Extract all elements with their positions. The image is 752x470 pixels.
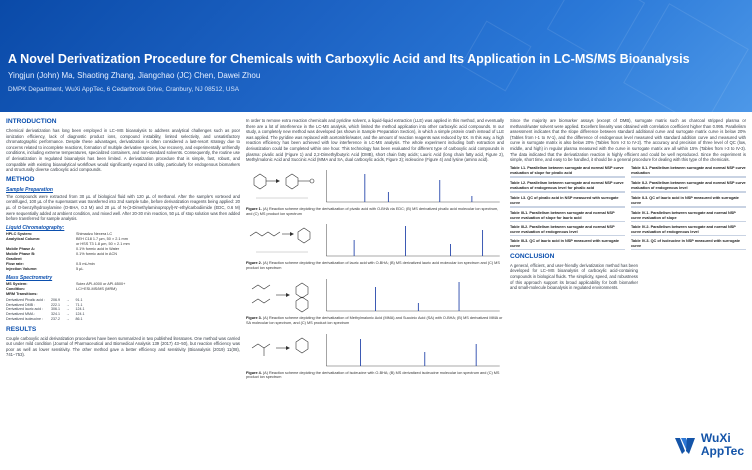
table-block: Table III-3. QC of lauric acid in NSP measured with surrogate curve bbox=[510, 239, 625, 253]
sample-prep-text: The compounds were extracted from 30 µL of biological fluid with 120 µL of methanol. After the sample's vortexed and centrifuged, 100 µL of the supernatant was transferred into 2nd sample tube, before derivatization reagents being applied: 20 µL of O-benzylhydroxylamine (O-BHA, 0.3 M) and 20 µL of N-(3-Dimethylaminopropyl)-N'-ethylcarbodiimide (EDC, 0.6 M) were sequentially added at ambient condition, and mixed well. After 20-30 min reaction, 50 µL of stop solution was then added before transferred for sample analysis. bbox=[6, 193, 240, 222]
ms-spectrum-image bbox=[322, 220, 504, 260]
table-block: Table I-3. QC of pivalic acid in NSP measured with surrogate curve bbox=[510, 196, 625, 211]
logo-line-1: WuXi bbox=[700, 431, 731, 445]
table-block: Table III-2. Parallelism between surrogate and normal NSP curve evaluation of endogenous level bbox=[510, 225, 625, 239]
table-row: Derivatized MMA : 324.1 → 124.1 bbox=[6, 312, 85, 317]
reaction-scheme-image bbox=[246, 220, 318, 260]
figure-4 bbox=[246, 330, 504, 370]
table-block: Table IV-2. Parallelism between surrogate and normal NSP curve evaluation of endogenous level bbox=[631, 225, 746, 239]
column-right bbox=[510, 118, 746, 468]
data-table bbox=[631, 206, 746, 208]
method-heading: METHOD bbox=[6, 175, 35, 183]
lc-param: Analytical Column: BEH C18 1.7 µm, 50 × 2.1 mm bbox=[6, 236, 128, 241]
figure-3 bbox=[246, 275, 504, 315]
reaction-scheme-image bbox=[246, 330, 318, 370]
column-middle bbox=[246, 118, 504, 468]
conclusion-heading: CONCLUSION bbox=[510, 252, 555, 260]
affiliation: DMPK Department, WuXi AppTec, 6 Cedarbrook Drive, Cranbury, NJ 08512, USA bbox=[8, 86, 239, 93]
figure-2 bbox=[246, 220, 504, 260]
table-pair bbox=[510, 211, 746, 225]
figure-4-caption: Figure 4. (A) Reaction scheme depicting the derivatization of isoleucine with O-BHA; (B) MS derivatized isoleucine molecular ion spectrum and (C) MS product ion spectrum bbox=[246, 370, 500, 380]
poster-title: A Novel Derivatization Procedure for Chemicals with Carboxylic Acid and Its Application in LC-MS/MS Bioanalysis bbox=[8, 52, 690, 66]
table-block: Table II-1. Parallelism between surrogate and normal NSP curve evaluation bbox=[631, 166, 746, 181]
intro-text: Chemical derivatization has long been employed in LC−MS bioanalysis to address analytical challenges such as poor ionization efficiency, lack of diagnostic product ions, compound instability, limited selectivity, and unsatisfactory chromatographic performance. Despite these advantages, derivatization is often considered a last-resort strategy due to concerns related to incomplete reactions, formation of multiple derivative species, low recovery, and experimentally unfriendly conditions, including extreme temperatures, specialized containers, and non-standard solvents. Consequently, the routine use of derivatization in regulated bioanalysis has been limited. A derivatization procedure that is simple, fast, robust, and compatible with existing bioanalytical workflows would significantly expand its utility, particularly for endogenous biomarkers and structurally diverse carboxylic acid compounds. bbox=[6, 128, 240, 173]
table-row: Derivatized isoleucine : 237.2 → 86.1 bbox=[6, 316, 83, 321]
ms-param: MRM Transitions: bbox=[6, 291, 38, 296]
lc-param: Flow rate: 0.5 mL/min bbox=[6, 261, 95, 266]
figure-1-caption: Figure 1. (A) Reaction scheme depicting the derivatization of pivalic acid with O-BHA via EDC; (B) MS derivatized pivalic acid molecular ion spectrum, and (C) MS product ion spectrum bbox=[246, 206, 499, 216]
ms-spectrum-image bbox=[322, 275, 504, 315]
table-pair bbox=[510, 225, 746, 239]
reaction-scheme-image bbox=[246, 275, 318, 315]
reaction-scheme-image bbox=[246, 166, 318, 206]
table-block: Table III-1. Parallelism between surrogate and normal NSP curve evaluation of slope for lauric acid bbox=[510, 211, 625, 225]
authors: Yingjun (John) Ma, Shaoting Zhang, Jiangchao (JC) Chen, Dawei Zhou bbox=[8, 71, 261, 80]
ms-params bbox=[6, 282, 240, 297]
table-pair bbox=[510, 239, 746, 253]
results-heading: RESULTS bbox=[6, 325, 37, 333]
ms-param: Condition: LC/+ESI-MS/MS (MRM) bbox=[6, 286, 117, 291]
table-pair bbox=[510, 196, 746, 211]
ms-param: MS System: Sciex API-4000 or API-6500+ bbox=[6, 281, 126, 286]
data-table bbox=[510, 221, 625, 222]
data-table bbox=[510, 206, 625, 208]
header-banner bbox=[0, 0, 752, 112]
table-block: Table I-1. Parallelism between surrogate and normal NSP curve evaluation of slope for pivalic acid bbox=[510, 166, 625, 181]
lc-param: Injection Volume: 5 µL bbox=[6, 266, 84, 271]
figure-1 bbox=[246, 166, 504, 206]
ms-heading: Mass Spectrometry bbox=[6, 274, 53, 281]
table-block: Table IV-1. Parallelism between surrogate and normal NSP curve evaluation of slope bbox=[631, 211, 746, 225]
intro-heading: INTRODUCTION bbox=[6, 118, 57, 125]
data-table bbox=[631, 235, 746, 236]
data-table bbox=[510, 249, 625, 250]
table-block: Table IV-3. QC of isoleucine in NSP measured with surrogate curve bbox=[631, 239, 746, 253]
results-text: Couple carboxylic acid derivatization procedures have been summarized in two published literatures. One method was carried out under mild condition (Journal of Pharmaceutical and Biomedical Analysis 139 (2017) 43−50), but reaction efficiency was poor as well as lower sensitivity. The other method gave a better efficiency and sensitivity (Bioanalysis (2019) 11(08), 741−753). bbox=[6, 335, 240, 358]
mrm-table bbox=[6, 298, 91, 322]
figure-2-caption: Figure 2. (A) Reaction scheme depicting the derivatization of lauric acid with O-BHA; (B) MS derivatized lauric acid molecular ion spectrum and (C) MS product ion spectrum bbox=[246, 261, 500, 271]
column-left bbox=[6, 118, 240, 468]
conclusion-text: A general, efficient, and user-friendly derivatization method has been developed for LC−MS bioanalysis of carboxylic acid-containing compounds in biological fluids. The simplicity, speed, and robustness of this approach support its broad applicability for both biomarker and small-molecule bioanalysis in regulated environments. bbox=[510, 262, 638, 291]
table-row: Derivatized Pivalic acid : 206.9 → 91.1 bbox=[6, 297, 83, 302]
results-continued-text: In order to remove extra reaction chemicals and pyridine solvent, a liquid-liquid extraction (LLE) was applied in this method, and eventually there are a lot of interference in the LC-MS analysis, which limited the method application into other carboxylic acid compounds. In our study, a completely new method was developed (as shown in Sample Preparation Section), in which a simple protein crash instead of LLE was applied. The pyridine was replaced with acetonitrile/water, and the amount of reaction reagents was reduced by 5X. In this way, a high reaction efficiency has been achieved with low interference in LC-MS analysis. The whole experiment including both extraction and derivatization could be completed within one hour. This technology has been evaluated for different type of carboxylic acid compounds in plasma: pivalic acid (Figure 1) and 2,2-Dimethylbutyric Acid (DMB), short chain fatty acids; Lauric Acid (long chain fatty acid, Figure 2), Methylmalonic Acid and Succinic Acid (MMA and SA, dual carboxylic acids, Figure 3); isoleucine (Figure 4) and lysine (amino acid). bbox=[246, 118, 504, 163]
logo-line-2: AppTec bbox=[700, 444, 744, 458]
data-table bbox=[631, 221, 746, 222]
wuxi-logo-icon bbox=[674, 434, 696, 456]
figure-3-caption: Figure 3. (A) Reaction scheme depicting the derivatization of Methylmalonic Acid (MMA) and Succinic Acid (SA) with O-BHA; (B) MS derivatized MMA or SA molecular ion spectrum, and (C) MS product ion spectrum bbox=[246, 315, 503, 325]
table-pair bbox=[510, 166, 746, 181]
ms-spectrum-image bbox=[322, 166, 504, 206]
lc-param: HPLC System: Shimadzu Nexera LC bbox=[6, 231, 113, 236]
hexagon-decoration bbox=[623, 3, 749, 129]
table-pair bbox=[510, 181, 746, 196]
table-block: Table II-2. Parallelism between surrogate and normal NSP curve evaluation of endogenous level bbox=[631, 181, 746, 196]
ms-spectrum-image bbox=[322, 330, 504, 370]
table-row: Derivatized lauric acid : 306.1 → 124.1 bbox=[6, 307, 85, 312]
table-row: Derivatized DMB : 222.1 → 71.1 bbox=[6, 302, 83, 307]
table-block: Table I-2. Parallelism between surrogate and normal NSP curve evaluation of endogenous level for pivalic acid bbox=[510, 181, 625, 196]
data-table bbox=[510, 176, 625, 178]
lc-param: Mobile Phase B: 0.1% formic acid in ACN bbox=[6, 251, 117, 256]
data-table bbox=[631, 191, 746, 193]
data-table bbox=[510, 235, 625, 236]
lc-heading: Liquid Chromatography: bbox=[6, 224, 65, 231]
conclusion-block bbox=[510, 253, 638, 291]
data-table bbox=[631, 176, 746, 178]
lc-param: Gradient bbox=[6, 256, 22, 261]
lc-param: or HSS T3 1.8 µm, 50 × 2.1 mm bbox=[76, 241, 130, 246]
results-summary-text: Since the majority are biomarker assays (except of DMB), surrogate matrix such as charcoal stripped plasma or methanol/water solvent were applied. Excellent linearity was obtained with correlation coefficient higher than 0.995. Parallelism assessment indicates that the slope difference between standard additional curve and surrogate matrix curve is below 20% (Tables from I-1 to IV-1), and the difference of endogenous level measured with standard addition curve and measured with curve in surrogate matrix is also below 20% (Tables from I-2 to IV-2). The accuracy and precision of three level of QC (low, middle, and high) in regular plasma measured with the curve in surrogate matrix are all within 15% (Tables from I-3 to IV-3). The data indicated that the derivatization reaction is highly efficient and could be well reproduced. Since the experiment is simple, short time, and easy to be handled, it should be a general procedure for dealing with this type of the chemicals. bbox=[510, 118, 746, 163]
lc-param: Mobile Phase A: 0.1% formic acid in Water bbox=[6, 246, 120, 251]
wuxi-apptec-logo bbox=[674, 432, 744, 458]
data-table bbox=[510, 191, 625, 193]
table-block: Table II-3. QC of lauric acid in NSP measured with surrogate curve bbox=[631, 196, 746, 211]
sample-prep-heading: Sample Preparation bbox=[6, 186, 53, 193]
lc-params bbox=[6, 232, 240, 272]
data-table bbox=[631, 249, 746, 250]
